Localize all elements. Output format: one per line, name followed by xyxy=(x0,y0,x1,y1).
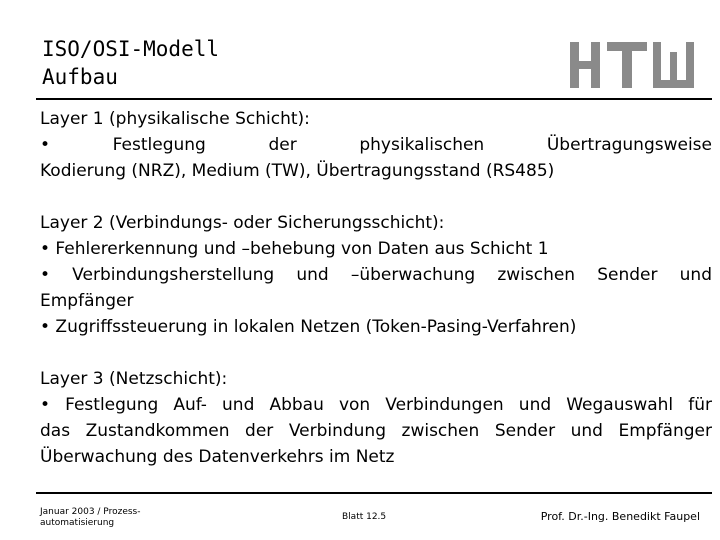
layer-2-bullet-3: • Zugriffssteuerung in lokalen Netzen (Token-Pasing-Verfahren) xyxy=(40,317,577,337)
footer-author: Prof. Dr.-Ing. Benedikt Faupel xyxy=(540,510,700,523)
layer-1-text: Kodierung (NRZ), Medium (TW), Übertragungsstand (RS485) xyxy=(40,161,555,181)
footer-divider xyxy=(36,492,712,494)
slide-title-line-2: Aufbau xyxy=(42,65,118,89)
footer-page-number: Blatt 12.5 xyxy=(342,512,387,522)
slide-body xyxy=(40,106,712,470)
layer-2-bullet-2-continued: Empfänger xyxy=(40,291,134,311)
layer-2-bullet-2: • Verbindungsherstellung und –überwachung zwischen Sender und xyxy=(40,265,712,285)
layer-3-text: Überwachung des Datenverkehrs im Netz xyxy=(40,447,395,467)
htw-logo xyxy=(570,42,694,88)
layer-3-heading: Layer 3 (Netzschicht): xyxy=(40,369,228,389)
footer-date-line-2: automatisierung xyxy=(40,518,115,528)
footer-date xyxy=(40,507,140,529)
footer-date-line-1: Januar 2003 / Prozess- xyxy=(40,507,141,517)
layer-2-section xyxy=(40,210,712,340)
layer-1-heading: Layer 1 (physikalische Schicht): xyxy=(40,109,310,129)
layer-1-bullet: • Festlegung der physikalischen Übertragungsweise xyxy=(40,135,712,155)
header-divider xyxy=(36,98,712,100)
slide-title-line-1: ISO/OSI-Modell xyxy=(42,37,220,61)
slide-title xyxy=(42,35,219,91)
layer-3-bullet: • Festlegung Auf- und Abbau von Verbindungen und Wegauswahl für xyxy=(40,395,712,415)
layer-1-section xyxy=(40,106,712,184)
layer-2-bullet-1: • Fehlererkennung und –behebung von Daten aus Schicht 1 xyxy=(40,239,549,259)
layer-2-heading: Layer 2 (Verbindungs- oder Sicherungsschicht): xyxy=(40,213,445,233)
layer-3-section xyxy=(40,366,712,470)
layer-3-bullet-continued: das Zustandkommen der Verbindung zwischen Sender und Empfänger xyxy=(40,421,712,441)
